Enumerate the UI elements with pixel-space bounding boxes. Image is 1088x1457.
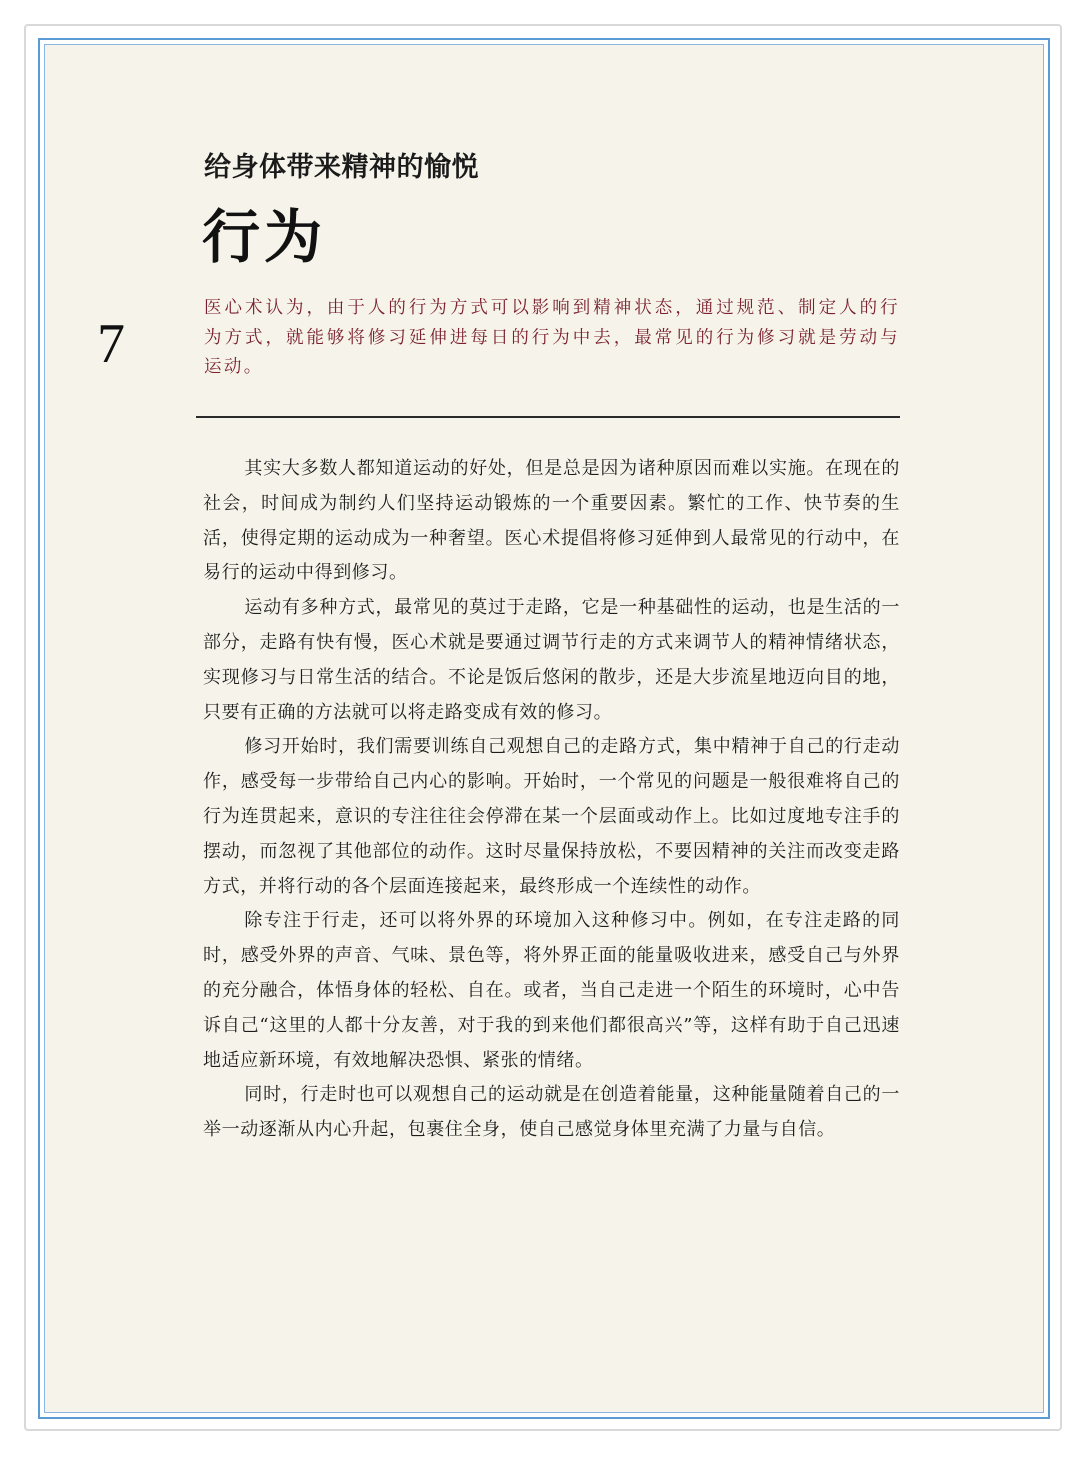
- chapter-intro: 医心术认为，由于人的行为方式可以影响到精神状态，通过规范、制定人的行为方式，就能够将修习延伸进每日的行为中去，最常见的行为修习就是劳动与运动。: [204, 298, 900, 377]
- paragraph: 修习开始时，我们需要训练自己观想自己的走路方式，集中精神于自己的行走动作，感受每一步带给自己内心的影响。开始时，一个常见的问题是一般很难将自己的行为连贯起来，意识的专注往往会停滞在某一个层面或动作上。比如过度地专注手的摆动，而忽视了其他部位的动作。这时尽量保持放松，不要因精神的关注而改变走路方式，并将行动的各个层面连接起来，最终形成一个连续性的动作。: [203, 736, 900, 897]
- body-text: [203, 452, 900, 1148]
- chapter-number: 7: [97, 313, 125, 375]
- paragraph: 同时，行走时也可以观想自己的运动就是在创造着能量，这种能量随着自己的一举一动逐渐从内心升起，包裹住全身，使自己感觉身体里充满了力量与自信。: [203, 1084, 900, 1141]
- section-divider: [196, 416, 900, 418]
- chapter-subtitle: 给身体带来精神的愉悦: [204, 152, 479, 183]
- paragraph: 其实大多数人都知道运动的好处，但是总是因为诸种原因而难以实施。在现在的社会，时间成为制约人们坚持运动锻炼的一个重要因素。繁忙的工作、快节奏的生活，使得定期的运动成为一种奢望。医心术提倡将修习延伸到人最常见的行动中，在易行的运动中得到修习。: [203, 458, 900, 584]
- paragraph: 除专注于行走，还可以将外界的环境加入这种修习中。例如，在专注走路的同时，感受外界的声音、气味、景色等，将外界正面的能量吸收进来，感受自己与外界的充分融合，体悟身体的轻松、自在。或者，当自己走进一个陌生的环境时，心中告诉自己“这里的人都十分友善，对于我的到来他们都很高兴”等，这样有助于自己迅速地适应新环境，有效地解决恐惧、紧张的情绪。: [203, 910, 900, 1071]
- chapter-title: 行为: [202, 203, 327, 271]
- paragraph: 运动有多种方式，最常见的莫过于走路，它是一种基础性的运动，也是生活的一部分，走路有快有慢，医心术就是要通过调节行走的方式来调节人的精神情绪状态，实现修习与日常生活的结合。不论是饭后悠闲的散步，还是大步流星地迈向目的地，只要有正确的方法就可以将走路变成有效的修习。: [203, 597, 900, 723]
